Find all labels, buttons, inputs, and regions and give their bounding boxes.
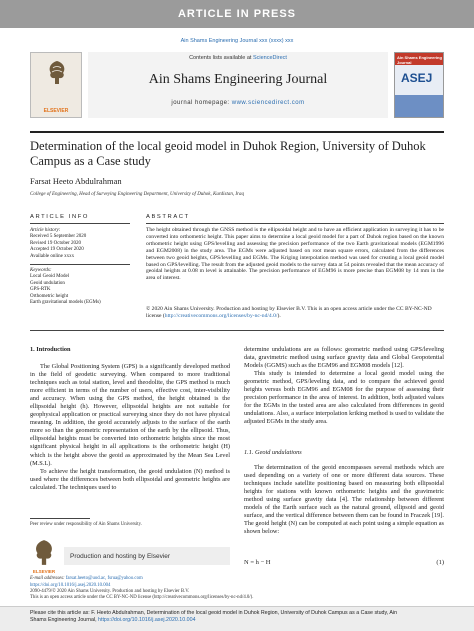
cover-title: Ain Shams Engineering Journal xyxy=(397,55,442,65)
keywords xyxy=(30,268,130,306)
elsevier-small-logo[interactable] xyxy=(30,538,58,574)
header-rule xyxy=(30,131,444,133)
keyword-item: GPS-RTK xyxy=(30,287,51,293)
elsevier-production-block xyxy=(30,538,230,574)
article-history xyxy=(30,228,130,260)
equation-1 xyxy=(244,559,444,566)
section-heading-introduction: 1. Introduction xyxy=(30,346,71,353)
citation-box xyxy=(0,606,474,631)
article-info-label: ARTICLE INFO xyxy=(30,214,90,220)
sciencedirect-link[interactable]: ScienceDirect xyxy=(252,55,287,61)
history-item: Available online xxxx xyxy=(30,253,75,259)
license-line: This is an open access article under the CC BY-NC-ND license (http://creativecommons.org/licenses/by-nc-nd/4.0/). xyxy=(30,595,254,601)
contents-line xyxy=(88,55,388,61)
journal-header xyxy=(30,52,444,128)
author-name[interactable]: Farsat Heeto Abdulrahman xyxy=(30,176,122,186)
homepage-prefix: journal homepage: xyxy=(171,100,232,106)
paragraph: The Global Positioning System (GPS) is a significantly developed method in the field of geodetic surveying. When compared to more traditional techniques such as total station, level and theodolite, the GPS method is much more efficient in terms of the number of users, effective cost, inter-visibility and accuracy. When using the GPS method, the height obtained is the ellipsoidal height (h). However, ellipsoidal heights are not suitable for geophysical application or practical surveying since they do not have physical meaning. In addition, the geoid accurately adjusts to the surface of the earth more so than the geometric representation of the earth by the ellipsoid. Thus, ellipsoidal heights must be converted into orthometric heights since the most significant physical height in all applications is the orthometric height (H) which is the height above the geoid as approximated by the Mean Sea Level (M.S.L). xyxy=(30,363,230,467)
copyright-suffix: ). xyxy=(277,312,281,319)
issn-line: 2090-4479/© 2020 Ain Shams University. Production and hosting by Elsevier B.V. xyxy=(30,589,190,595)
peer-review-note: Peer review under responsibility of Ain Shams University. xyxy=(30,522,142,527)
publisher-wordmark: ELSEVIER xyxy=(43,108,69,114)
journal-masthead xyxy=(88,52,388,118)
paragraph: To achieve the height transformation, the geoid undulation (N) method is used where the differences between both ellipsoidal and geometric heights are calculated. The techniques used to xyxy=(30,467,230,491)
journal-homepage xyxy=(88,100,388,106)
copyright-prefix: © 2020 Ain Shams University. Production and hosting by Elsevier B.V. This is an open access article under the CC BY-NC-ND license ( xyxy=(146,306,432,319)
journal-cover-thumbnail[interactable] xyxy=(394,52,444,118)
keyword-item: Geoid undulation xyxy=(30,280,65,286)
homepage-link[interactable]: www.sciencedirect.com xyxy=(231,100,305,106)
equation-expression: N = h − H xyxy=(244,559,271,566)
email-link[interactable]: farsat.heeto@uod.ac, fsrua@yahoo.com xyxy=(65,576,143,581)
journal-title: Ain Shams Engineering Journal xyxy=(148,72,328,87)
cover-image-band xyxy=(395,95,443,117)
contents-prefix: Contents lists available at xyxy=(189,55,253,61)
front-matter-rule xyxy=(30,330,444,331)
info-rule xyxy=(30,223,130,224)
history-item: Revised 19 October 2020 xyxy=(30,240,81,246)
abstract-rule xyxy=(146,223,444,224)
elsevier-logo[interactable] xyxy=(30,52,82,118)
publication-metadata xyxy=(30,583,253,602)
right-column-bottom xyxy=(244,464,444,536)
citation-prefix: Shams Engineering Journal, xyxy=(30,617,99,623)
cover-mark: ASEJ xyxy=(401,71,433,85)
citation-line xyxy=(30,617,444,624)
keyword-item: Orthometric height xyxy=(30,293,69,299)
info-divider xyxy=(30,264,130,265)
subsection-heading-geoid-undulations: 1.1. Geoid undulations xyxy=(244,449,302,456)
paragraph: The determination of the geoid encompasses several methods which are used depending on a variety of one or more different data sources. These techniques include satellite positioning based on measuring both ellipsoidal heights for stations with known orthometric heights and the gravimetric method using surface gravity data [4]. The relationship between different models of the Earth surface such as the natural ground, ellipsoid and geoid surface, and the vertical difference between them can be found in Fraczek [19]. The geoid height (N) can be computed at each point using a simple equation as shown below: xyxy=(244,464,444,536)
history-label: Article history: xyxy=(30,228,61,233)
right-column-top xyxy=(244,346,444,426)
email-label: E-mail addresses: xyxy=(30,576,66,581)
paragraph: This study is intended to determine a local geoid model using the geometric method, GPS/leveling data, and to compare the achieved geoid heights versus both EGM96 and EGM08 for the purpose of assessing their precision performance in the area of interest. In addition, both adjusted values for the EGMs in the tested area are also calculated from differences in geoid undulations. Also, a surface interpolation kriking method is used to validate the adjusted EGMs in the study area. xyxy=(244,370,444,426)
history-item: Received 5 September 2020 xyxy=(30,234,87,240)
citation-doi-link[interactable]: https://doi.org/10.1016/j.asej.2020.10.004 xyxy=(98,617,196,623)
tree-icon xyxy=(45,59,69,85)
article-title: Determination of the local geoid model in Duhok Region, University of Duhok Campus as a Case study xyxy=(30,139,426,168)
email-line xyxy=(30,576,143,581)
article-in-press-banner: ARTICLE IN PRESS xyxy=(0,0,474,28)
journal-reference[interactable]: Ain Shams Engineering Journal xxx (xxxx) xxx xyxy=(180,38,294,44)
citation-line: Please cite this article as: F. Heeto Abdulrahman, Determination of the local geoid model in Duhok Region, University of Duhok Campus as a Case study, Ain xyxy=(30,610,398,616)
tree-icon xyxy=(30,538,58,566)
keyword-item: Earth gravitational models (EGMs) xyxy=(30,300,101,306)
author-affiliation: College of Engineering, Head of Surveying Engineering Department, University of Duhok, Kurdistan, Iraq xyxy=(30,192,244,197)
abstract-text: The height obtained through the GNSS method is the ellipsoidal height and to have an efficient application in surveying it has to be converted into orthometric height. This paper aims to determine a local geoid model for a part of Duhok region based on the known orthometric height using GPS/levelling and assessing the precision performance of the two Earth gravitational models (EGM1996 and EGM2008) in the study area. The EGMs were adjusted based on root mean square errors, calculated from the differences between two geoid heights, GPS/levelling and EGMs. The Kriging interpolation method was used for creating a local geoid model based on GPS/levelling. The result from the adjusted geoid models to the survey data at 54 points revealed that the mean accuracy of geoidal heights at 0.08 m level is attainable. The precision performance of EGM96 is more precise than EGM08 by 14 mm in the area of interest. xyxy=(146,227,444,282)
abstract-label: ABSTRACT xyxy=(146,214,190,220)
footnote-rule xyxy=(30,518,90,519)
keywords-label: Keywords: xyxy=(30,268,52,273)
equation-number: (1) xyxy=(436,559,444,566)
license-link[interactable]: http://creativecommons.org/licenses/by-nc-nd/4.0/ xyxy=(164,312,278,319)
paragraph: determine undulations are as follows: geometric method using GPS/leveling data, gravimetric method using surface gravity data and Global Geopotential Models (GGMS) such as the EGM96 and EGM08 models [12]. xyxy=(244,346,444,370)
keyword-item: Local Geoid Model xyxy=(30,274,70,280)
doi-link[interactable]: https://doi.org/10.1016/j.asej.2020.10.004 xyxy=(30,583,111,588)
copyright-notice xyxy=(146,306,444,320)
elsevier-wordmark: ELSEVIER xyxy=(32,569,56,574)
left-column xyxy=(30,363,230,492)
history-item: Accepted 19 October 2020 xyxy=(30,247,84,253)
production-hosting-box: Production and hosting by Elsevier xyxy=(64,547,230,565)
